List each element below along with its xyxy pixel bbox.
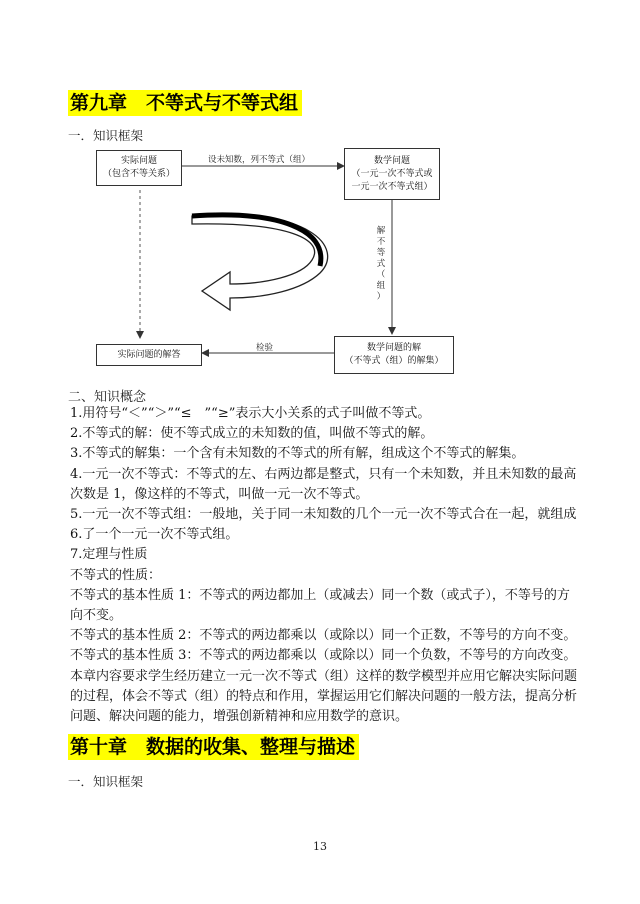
label-solve-char: 组 [376, 281, 386, 291]
section-knowledge-framework: 一．知识框架 [68, 128, 144, 143]
text-line: 不等式的基本性质 1：不等式的两边都加上（或减去）同一个数（或式子），不等号的方 [70, 587, 570, 603]
box-real-problem-line-1: 实际问题 [120, 156, 157, 166]
text-line: 4.一元一次不等式：不等式的左、右两边都是整式，只有一个未知数，并且未知数的最高 [70, 466, 577, 482]
chapter-10-title: 第十章 数据的收集、整理与描述 [68, 734, 359, 760]
box-math-problem-line-2: （一元一次不等式或 [351, 168, 433, 179]
text-line: 不等式的基本性质 3：不等式的两边都乘以（或除以）同一个负数，不等号的方向改变。 [70, 648, 577, 664]
box-real-answer [96, 344, 202, 366]
label-set-unknown: 设未知数，列不等式（组） [208, 155, 311, 165]
knowledge-framework-diagram [80, 148, 480, 376]
chapter-9-title: 第九章 不等式与不等式组 [68, 90, 302, 116]
page-number: 13 [313, 840, 327, 853]
box-math-solution [334, 336, 454, 374]
label-solve-char: （ [376, 270, 386, 280]
section-knowledge-framework-10: 一．知识框架 [68, 774, 144, 789]
label-solve-char: 不 [376, 237, 386, 247]
label-solve-char: ） [376, 292, 386, 302]
text-line: 的过程，体会不等式（组）的特点和作用，掌握运用它们解决问题的一般方法，提高分析 [70, 688, 578, 704]
text-line: 2.不等式的解：使不等式成立的未知数的值，叫做不等式的解。 [70, 426, 434, 442]
text-line: 本章内容要求学生经历建立一元一次不等式（组）这样的数学模型并应用它解决实际问题 [70, 668, 578, 684]
text-line: 6.了一个一元一次不等式组。 [70, 527, 239, 543]
box-math-problem-line-1: 数学问题 [373, 155, 410, 166]
text-line: 次数是 1，像这样的不等式，叫做一元一次不等式。 [70, 486, 369, 502]
concept-text-block [70, 404, 582, 727]
box-math-problem [344, 148, 440, 200]
label-check: 检验 [256, 343, 274, 353]
label-solve-char: 解 [376, 226, 386, 236]
box-math-solution-line-1: 数学问题的解 [366, 343, 421, 353]
text-line: 5.一元一次不等式组：一般地，关于同一未知数的几个一元一次不等式合在一起，就组成 [70, 507, 577, 523]
text-line: 问题、解决问题的能力，增强创新精神和应用数学的意识。 [70, 709, 409, 725]
box-math-problem-line-3: 一元一次不等式组） [351, 181, 433, 192]
box-math-solution-line-2: （不等式（组）的解集） [344, 356, 444, 366]
text-line: 不等式的基本性质 2：不等式的两边都乘以（或除以）同一个正数，不等号的方向不变。 [70, 628, 577, 644]
label-solve [376, 226, 386, 303]
text-line: 7.定理与性质 [70, 547, 148, 563]
label-solve-char: 等 [376, 248, 386, 258]
text-line: 不等式的性质： [70, 567, 162, 583]
text-line: 1.用符号“＜”“＞”“≤ ”“≥”表示大小关系的式子叫做不等式。 [70, 406, 431, 421]
text-line: 向不变。 [70, 608, 123, 624]
section-knowledge-concepts: 二、知识概念 [68, 390, 147, 405]
label-solve-char: 式 [376, 259, 386, 269]
box-real-answer-text: 实际问题的解答 [117, 349, 181, 360]
text-line: 3.不等式的解集：一个含有未知数的不等式的所有解，组成这个不等式的解集。 [70, 446, 525, 462]
curved-arrow [192, 214, 328, 310]
box-real-problem [96, 150, 182, 186]
box-real-problem-line-2: （包含不等关系） [102, 169, 175, 179]
